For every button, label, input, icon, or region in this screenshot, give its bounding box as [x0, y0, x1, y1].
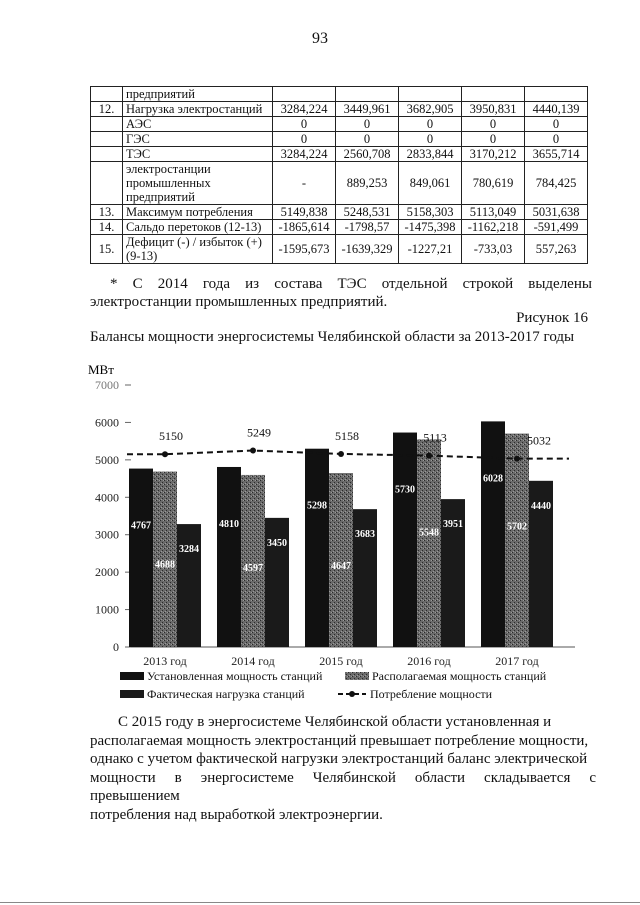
legend-label: Фактическая нагрузка станций	[147, 687, 305, 701]
value-cell	[273, 87, 336, 102]
consumption-value-label: 5150	[159, 429, 183, 444]
value-cell: -1227,21	[399, 235, 462, 264]
bar-available	[241, 475, 265, 647]
legend-swatch-actual-load	[120, 690, 144, 698]
consumption-point	[338, 451, 344, 457]
page-bottom-rule	[0, 902, 640, 903]
y-tick-label: 0	[113, 640, 119, 654]
consumption-value-label: 5249	[247, 425, 271, 440]
bar-value-label: 4688	[155, 559, 175, 571]
table-row	[91, 235, 588, 264]
bar-value-label: 4767	[131, 520, 151, 532]
page-number: 93	[312, 30, 328, 47]
footnote-word: *	[110, 276, 118, 292]
table-row	[91, 220, 588, 235]
x-category-label: 2017 год	[495, 654, 539, 668]
bar-actual-load	[177, 524, 201, 647]
y-tick-label: 6000	[95, 415, 119, 430]
bar-installed	[129, 469, 153, 647]
footnote-word: С	[132, 276, 143, 292]
row-label-cell: Сальдо перетоков (12-13)	[123, 220, 273, 235]
value-cell: 0	[273, 117, 336, 132]
table-row	[91, 147, 588, 162]
table-row	[91, 205, 588, 220]
table-row	[91, 102, 588, 117]
value-cell: -1865,614	[273, 220, 336, 235]
figure-caption: Балансы мощности энергосистемы Челябинской области за 2013-2017 годы	[90, 329, 575, 345]
table-row	[91, 162, 588, 205]
row-number-cell	[91, 147, 123, 162]
footnote-word: выделены	[528, 276, 592, 292]
value-cell: -591,499	[525, 220, 588, 235]
value-cell: 3655,714	[525, 147, 588, 162]
value-cell	[399, 87, 462, 102]
row-label-cell: электростанции промышленных предприятий	[123, 162, 273, 205]
value-cell: 780,619	[462, 162, 525, 205]
row-number-cell	[91, 87, 123, 102]
x-category-label: 2013 год	[143, 654, 187, 668]
value-cell: 3284,224	[273, 147, 336, 162]
bar-value-label: 4597	[243, 562, 263, 574]
footnote-word: строкой	[462, 276, 514, 292]
legend-label: Установленная мощность станций	[147, 669, 323, 683]
paragraph-line: однако с учетом фактической нагрузки электростанций баланс электрической	[90, 751, 588, 767]
bar-value-label: 3683	[355, 529, 375, 541]
consumption-value-label: 5113	[423, 430, 447, 445]
bar-value-label: 3450	[267, 537, 287, 549]
value-cell: 5158,303	[399, 205, 462, 220]
bar-value-label: 5702	[507, 521, 527, 533]
paragraph-line: располагаемая мощность электростанций превышает потребление мощности,	[90, 732, 589, 749]
value-cell: 0	[525, 117, 588, 132]
balance-table	[90, 86, 588, 264]
footnote-word: состава	[274, 276, 323, 292]
y-tick-label: 3000	[95, 527, 119, 542]
row-number-cell: 14.	[91, 220, 123, 235]
footnote-word: 2014	[157, 276, 188, 292]
bar-available	[505, 434, 529, 647]
bar-value-label: 5298	[307, 500, 327, 512]
value-cell: 0	[399, 117, 462, 132]
legend-label: Располагаемая мощность станций	[372, 669, 547, 683]
body-paragraph	[90, 713, 596, 824]
y-axis-label: МВт	[88, 362, 114, 377]
value-cell: 0	[399, 132, 462, 147]
legend-label: Потребление мощности	[370, 687, 493, 701]
value-cell: -1595,673	[273, 235, 336, 264]
bar-value-label: 5730	[395, 484, 415, 496]
legend-swatch-consumption-marker	[349, 691, 355, 697]
row-label-cell: Дефицит (-) / избыток (+) (9-13)	[123, 235, 273, 264]
row-label-cell: ГЭС	[123, 132, 273, 147]
value-cell: 5149,838	[273, 205, 336, 220]
value-cell: 5031,638	[525, 205, 588, 220]
legend-swatch-installed	[120, 672, 144, 680]
paragraph-line: С 2015 году в энергосистеме Челябинской области установленная и	[118, 714, 552, 730]
bar-available	[417, 439, 441, 647]
row-number-cell: 12.	[91, 102, 123, 117]
bar-value-label: 4810	[219, 518, 239, 530]
consumption-point	[162, 451, 168, 457]
y-tick-label: 4000	[95, 490, 119, 505]
row-number-cell	[91, 132, 123, 147]
bar-installed	[305, 449, 329, 647]
consumption-value-label: 5032	[527, 433, 551, 448]
value-cell: 0	[336, 132, 399, 147]
row-label-cell: АЭС	[123, 117, 273, 132]
value-cell: 889,253	[336, 162, 399, 205]
value-cell: 0	[462, 132, 525, 147]
footnote-word: отдельной	[381, 276, 448, 292]
y-tick-label: 7000	[95, 378, 119, 392]
row-label-cell: Максимум потребления	[123, 205, 273, 220]
value-cell: -1798,57	[336, 220, 399, 235]
power-balance-chart	[80, 360, 600, 710]
bar-installed	[393, 433, 417, 647]
value-cell	[525, 87, 588, 102]
footnote-line-1	[110, 276, 592, 293]
value-cell: 5113,049	[462, 205, 525, 220]
consumption-point	[514, 456, 520, 462]
consumption-point	[250, 448, 256, 454]
paragraph-line: мощности в энергосистеме Челябинской области складывается с превышением	[90, 769, 596, 804]
value-cell: 557,263	[525, 235, 588, 264]
value-cell: -1475,398	[399, 220, 462, 235]
value-cell: 3170,212	[462, 147, 525, 162]
value-cell: -733,03	[462, 235, 525, 264]
paragraph-line: потребления над выработкой электроэнергии.	[90, 806, 383, 823]
y-tick-label: 5000	[95, 452, 119, 467]
value-cell: -	[273, 162, 336, 205]
row-label-cell: Нагрузка электростанций	[123, 102, 273, 117]
value-cell: 0	[273, 132, 336, 147]
value-cell: -1639,329	[336, 235, 399, 264]
value-cell: 784,425	[525, 162, 588, 205]
x-category-label: 2014 год	[231, 654, 275, 668]
value-cell: 849,061	[399, 162, 462, 205]
value-cell: 3449,961	[336, 102, 399, 117]
row-number-cell	[91, 162, 123, 205]
value-cell: 5248,531	[336, 205, 399, 220]
bar-value-label: 3951	[443, 519, 463, 531]
value-cell: 4440,139	[525, 102, 588, 117]
row-number-cell	[91, 117, 123, 132]
consumption-value-label: 5158	[335, 428, 359, 443]
footnote-word: ТЭС	[337, 276, 367, 292]
y-tick-label: 1000	[95, 602, 119, 617]
value-cell: 0	[525, 132, 588, 147]
footnote-word: года	[202, 276, 231, 292]
row-label-cell: предприятий	[123, 87, 273, 102]
value-cell: 2833,844	[399, 147, 462, 162]
row-number-cell: 13.	[91, 205, 123, 220]
value-cell	[462, 87, 525, 102]
value-cell: 3284,224	[273, 102, 336, 117]
bar-value-label: 4647	[331, 561, 351, 573]
table-row	[91, 87, 588, 102]
bar-installed	[481, 421, 505, 647]
bar-installed	[217, 467, 241, 647]
bar-value-label: 3284	[179, 544, 199, 556]
x-category-label: 2016 год	[407, 654, 451, 668]
value-cell: 3682,905	[399, 102, 462, 117]
bar-value-label: 4440	[531, 500, 551, 512]
value-cell: 3950,831	[462, 102, 525, 117]
figure-label: Рисунок 16	[516, 310, 588, 326]
value-cell	[336, 87, 399, 102]
footnote-line-2: электростанции промышленных предприятий.	[90, 294, 388, 310]
x-category-label: 2015 год	[319, 654, 363, 668]
table-row	[91, 117, 588, 132]
legend-swatch-available	[345, 672, 369, 680]
row-number-cell: 15.	[91, 235, 123, 264]
value-cell: 0	[462, 117, 525, 132]
bar-available	[329, 473, 353, 647]
y-tick-label: 2000	[95, 565, 119, 580]
value-cell: -1162,218	[462, 220, 525, 235]
row-label-cell: ТЭС	[123, 147, 273, 162]
footnote-word: из	[245, 276, 260, 292]
value-cell: 0	[336, 117, 399, 132]
consumption-point	[426, 453, 432, 459]
value-cell: 2560,708	[336, 147, 399, 162]
bar-value-label: 6028	[483, 473, 503, 485]
bar-value-label: 5548	[419, 527, 439, 539]
table-row	[91, 132, 588, 147]
